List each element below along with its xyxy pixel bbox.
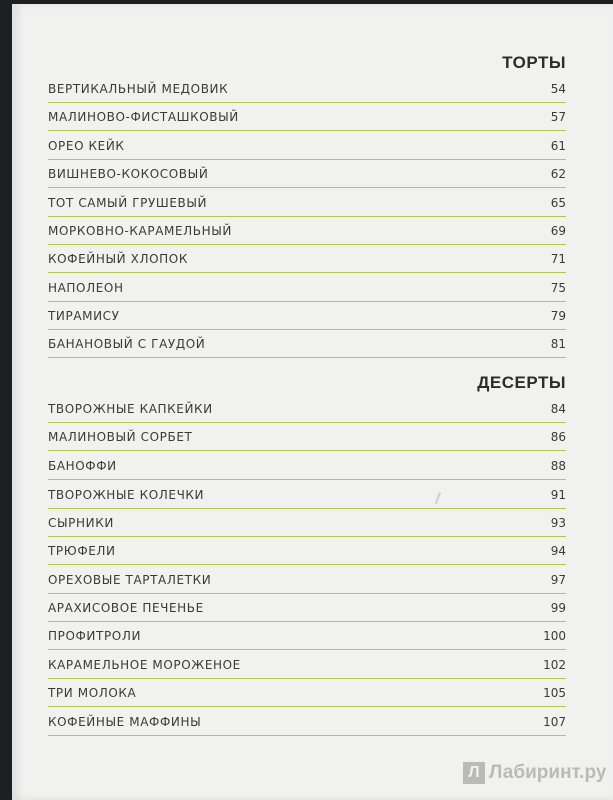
entry-title: ВЕРТИКАЛЬНЫЙ МЕДОВИК bbox=[48, 82, 229, 96]
entry-page-number: 107 bbox=[543, 715, 566, 729]
toc-entry bbox=[48, 102, 566, 131]
entry-title: ТИРАМИСУ bbox=[48, 309, 120, 323]
entry-page-number: 81 bbox=[550, 337, 566, 351]
entry-page-number: 99 bbox=[550, 601, 566, 615]
entry-page-number: 65 bbox=[550, 196, 566, 210]
toc-entry bbox=[48, 422, 566, 451]
toc-entry bbox=[48, 593, 566, 622]
entry-title: ТВОРОЖНЫЕ КОЛЕЧКИ bbox=[48, 488, 205, 502]
entry-page-number: 84 bbox=[550, 402, 566, 416]
toc-entry bbox=[48, 621, 566, 650]
entry-title: СЫРНИКИ bbox=[48, 516, 114, 530]
toc-entry bbox=[48, 216, 566, 245]
toc-entry bbox=[48, 329, 566, 358]
entry-title: БАНОФФИ bbox=[48, 459, 117, 473]
toc-entry bbox=[48, 480, 566, 509]
entry-title: ТОТ САМЫЙ ГРУШЕВЫЙ bbox=[48, 196, 208, 210]
toc-entry bbox=[48, 159, 566, 188]
entry-title: МОРКОВНО-КАРАМЕЛЬНЫЙ bbox=[48, 224, 232, 238]
entry-page-number: 57 bbox=[550, 110, 566, 124]
section-title-deserty: ДЕСЕРТЫ bbox=[477, 373, 566, 392]
entry-title: ТРИ МОЛОКА bbox=[48, 686, 137, 700]
entry-page-number: 88 bbox=[550, 459, 566, 473]
entry-title: АРАХИСОВОЕ ПЕЧЕНЬЕ bbox=[48, 601, 204, 615]
entry-title: ТВОРОЖНЫЕ КАПКЕЙКИ bbox=[48, 402, 213, 416]
watermark bbox=[463, 762, 606, 784]
entry-page-number: 62 bbox=[550, 167, 566, 181]
entry-page-number: 86 bbox=[550, 430, 566, 444]
toc-entry bbox=[48, 394, 566, 423]
section-title-torty: ТОРТЫ bbox=[502, 53, 566, 72]
entry-page-number: 75 bbox=[550, 281, 566, 295]
entry-page-number: 79 bbox=[550, 309, 566, 323]
entry-title: ТРЮФЕЛИ bbox=[48, 544, 116, 558]
toc-entry bbox=[48, 273, 566, 302]
entry-page-number: 102 bbox=[543, 658, 566, 672]
entry-title: ОРЕХОВЫЕ ТАРТАЛЕТКИ bbox=[48, 573, 212, 587]
entry-page-number: 54 bbox=[550, 82, 566, 96]
entry-page-number: 94 bbox=[550, 544, 566, 558]
toc-entry bbox=[48, 188, 566, 217]
toc-entry bbox=[48, 131, 566, 160]
entry-page-number: 97 bbox=[550, 573, 566, 587]
entry-page-number: 105 bbox=[543, 686, 566, 700]
entry-title: ОРЕО КЕЙК bbox=[48, 139, 125, 153]
entry-title: КАРАМЕЛЬНОЕ МОРОЖЕНОЕ bbox=[48, 658, 241, 672]
toc-entry bbox=[48, 451, 566, 480]
entry-page-number: 69 bbox=[550, 224, 566, 238]
toc-entry bbox=[48, 508, 566, 537]
book-page bbox=[12, 4, 613, 800]
toc-entry bbox=[48, 301, 566, 330]
entry-title: ПРОФИТРОЛИ bbox=[48, 629, 142, 643]
watermark-text: Лабиринт.ру bbox=[489, 762, 607, 784]
entry-page-number: 91 bbox=[550, 488, 566, 502]
entry-page-number: 93 bbox=[550, 516, 566, 530]
entry-title: БАНАНОВЫЙ С ГАУДОЙ bbox=[48, 337, 206, 351]
entry-page-number: 71 bbox=[550, 252, 566, 266]
entry-page-number: 100 bbox=[543, 629, 566, 643]
entry-title: МАЛИНОВО-ФИСТАШКОВЫЙ bbox=[48, 110, 239, 124]
toc-entry bbox=[48, 565, 566, 594]
toc-entry bbox=[48, 678, 566, 707]
toc-entry bbox=[48, 244, 566, 273]
watermark-logo-icon: Л bbox=[463, 762, 485, 784]
entry-title: МАЛИНОВЫЙ СОРБЕТ bbox=[48, 430, 193, 444]
entry-title: КОФЕЙНЫЙ ХЛОПОК bbox=[48, 252, 188, 266]
toc-entry bbox=[48, 74, 566, 103]
entry-page-number: 61 bbox=[550, 139, 566, 153]
toc-entry bbox=[48, 707, 566, 736]
toc-entry bbox=[48, 650, 566, 679]
toc-entry bbox=[48, 536, 566, 565]
entry-title: КОФЕЙНЫЕ МАФФИНЫ bbox=[48, 715, 202, 729]
entry-title: ВИШНЕВО-КОКОСОВЫЙ bbox=[48, 167, 209, 181]
entry-title: НАПОЛЕОН bbox=[48, 281, 124, 295]
